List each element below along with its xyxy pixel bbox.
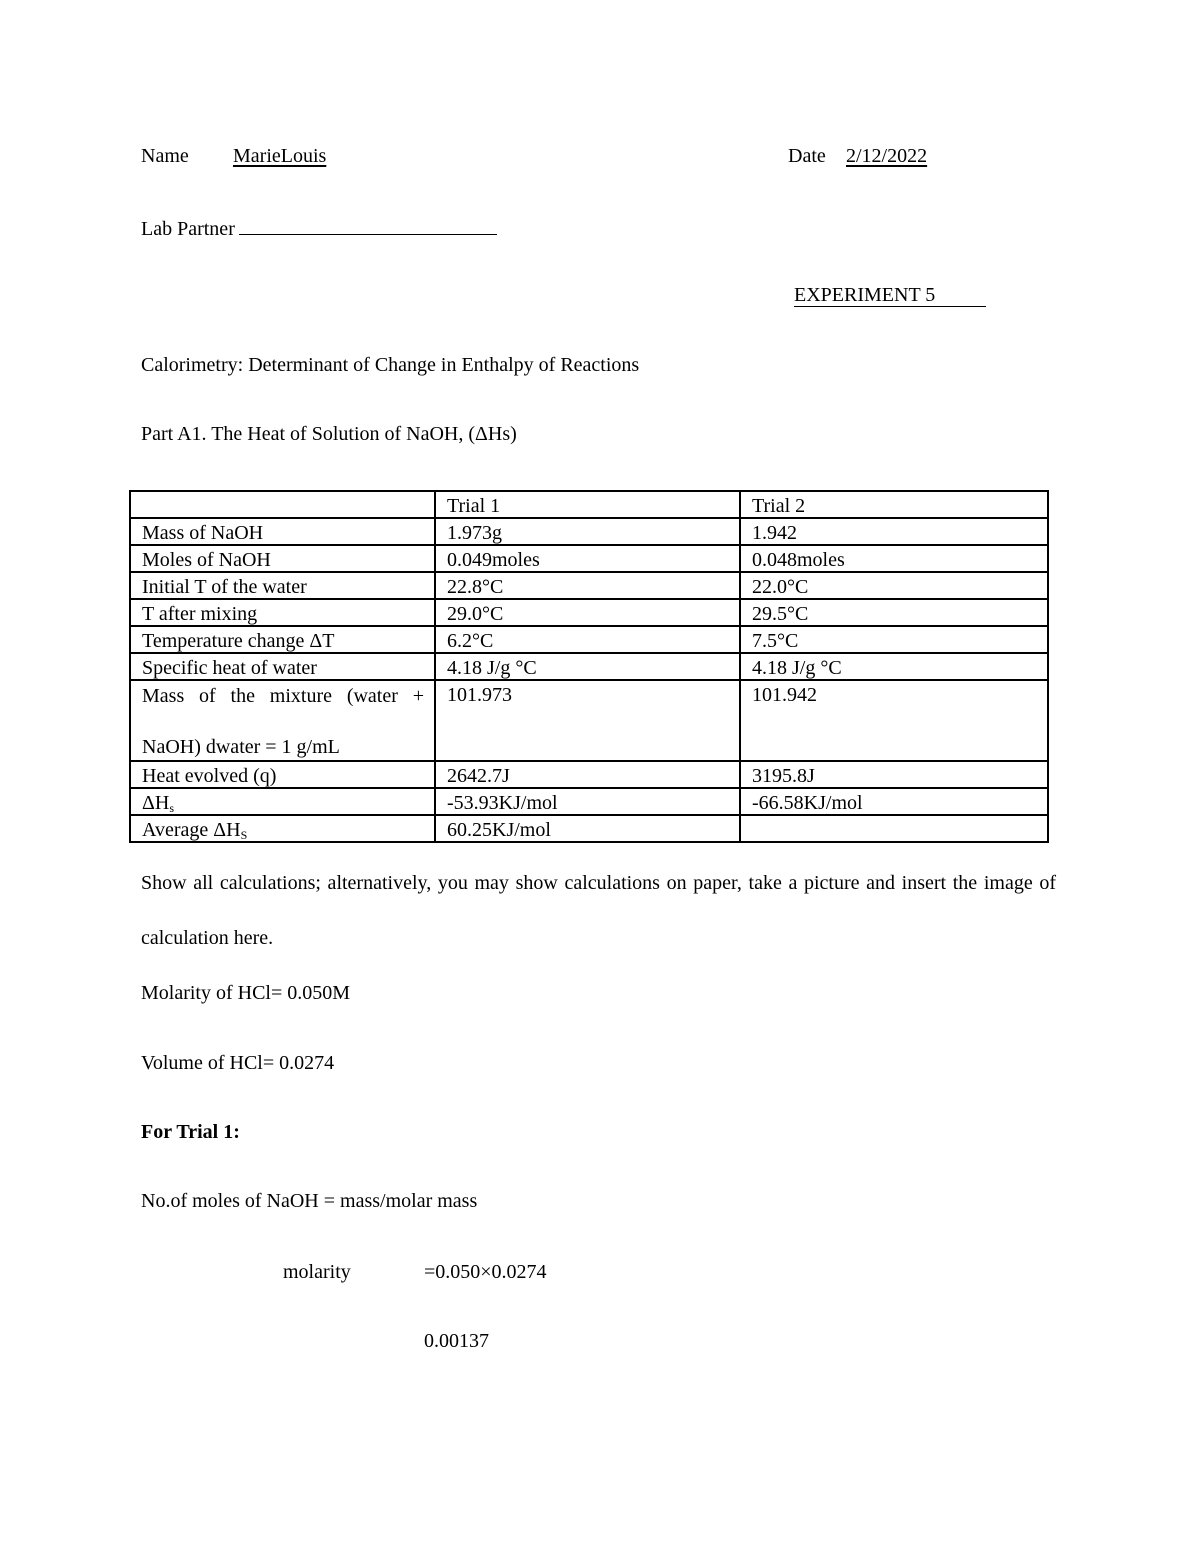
row-label-line1: Mass of the mixture (water + (142, 685, 424, 707)
row-label-subscript: S (240, 828, 248, 842)
table-row (130, 653, 1048, 680)
row-label (130, 788, 435, 815)
trial2-cell: 7.5°C (740, 626, 1048, 653)
trial2-cell: -66.58KJ/mol (740, 788, 1048, 815)
molarity-result: 0.00137 (424, 1330, 489, 1352)
row-label: Initial T of the water (130, 572, 435, 599)
table-row (130, 518, 1048, 545)
table-header-cell: Trial 1 (435, 491, 740, 518)
trial1-cell: 60.25KJ/mol (435, 815, 740, 842)
table-row (130, 626, 1048, 653)
date-value: 2/12/2022 (846, 145, 928, 167)
row-label-subscript: s (169, 801, 174, 815)
row-label-main: ΔH (142, 792, 170, 814)
trial2-cell: 0.048moles (740, 545, 1048, 572)
trial2-cell (740, 815, 1048, 842)
document-title: Calorimetry: Determinant of Change in Enthalpy of Reactions (141, 354, 640, 376)
trial2-cell: 3195.8J (740, 761, 1048, 788)
instructions-paragraph: Show all calculations; alternatively, you may show calculations on paper, take a picture and insert the image of calculation here. (141, 872, 1056, 949)
row-label-main: Average ΔH (142, 819, 241, 841)
name-value: MarieLouis (233, 145, 327, 167)
table-row (130, 680, 1048, 761)
date-label: Date (788, 145, 826, 167)
volume-hcl: Volume of HCl= 0.0274 (141, 1052, 335, 1074)
trial1-cell: 29.0°C (435, 599, 740, 626)
row-label: T after mixing (130, 599, 435, 626)
trial2-cell: 29.5°C (740, 599, 1048, 626)
lab-partner-label: Lab Partner (141, 218, 235, 240)
row-label-line2: NaOH) dwater = 1 g/mL (142, 736, 340, 758)
results-table (129, 490, 1049, 843)
trial1-cell: 6.2°C (435, 626, 740, 653)
trial2-cell: 101.942 (740, 680, 1048, 761)
table-header-row (130, 491, 1048, 518)
trial2-cell: 4.18 J/g °C (740, 653, 1048, 680)
trial1-cell: 0.049moles (435, 545, 740, 572)
trial1-cell: -53.93KJ/mol (435, 788, 740, 815)
table-row (130, 788, 1048, 815)
row-label (130, 680, 435, 761)
lab-partner-blank (239, 216, 497, 235)
trial1-cell: 4.18 J/g °C (435, 653, 740, 680)
table-header-cell (130, 491, 435, 518)
row-label: Temperature change ΔT (130, 626, 435, 653)
part-heading: Part A1. The Heat of Solution of NaOH, (ΔHs) (141, 423, 517, 445)
molarity-hcl: Molarity of HCl= 0.050M (141, 982, 351, 1004)
row-label: Mass of NaOH (130, 518, 435, 545)
trial2-cell: 22.0°C (740, 572, 1048, 599)
trial1-cell: 2642.7J (435, 761, 740, 788)
row-label: Heat evolved (q) (130, 761, 435, 788)
table-row (130, 761, 1048, 788)
molarity-expression: =0.050×0.0274 (424, 1261, 547, 1283)
table-row (130, 815, 1048, 842)
trial1-cell: 1.973g (435, 518, 740, 545)
table-row (130, 545, 1048, 572)
lab-partner-row (141, 216, 497, 239)
name-label: Name (141, 145, 189, 167)
moles-formula: No.of moles of NaOH = mass/molar mass (141, 1190, 478, 1212)
trial2-cell: 1.942 (740, 518, 1048, 545)
row-label (130, 815, 435, 842)
trial1-cell: 101.973 (435, 680, 740, 761)
table-row (130, 572, 1048, 599)
experiment-heading: EXPERIMENT 5 (794, 285, 986, 307)
molarity-label: molarity (283, 1261, 351, 1283)
trial1-cell: 22.8°C (435, 572, 740, 599)
row-label: Moles of NaOH (130, 545, 435, 572)
table-header-cell: Trial 2 (740, 491, 1048, 518)
table-row (130, 599, 1048, 626)
row-label: Specific heat of water (130, 653, 435, 680)
trial1-heading: For Trial 1: (141, 1121, 240, 1143)
